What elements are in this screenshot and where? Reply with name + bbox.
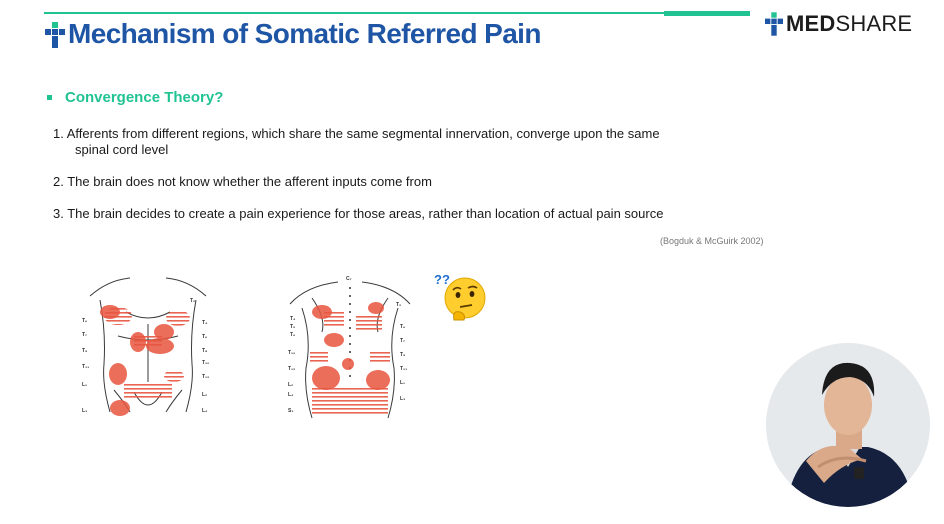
derm-label: L₄	[202, 408, 208, 414]
derm-label: L₂	[288, 382, 294, 388]
logo-text	[786, 11, 912, 37]
list-item-text-continued: spinal cord level	[75, 142, 169, 157]
derm-label: T₈	[202, 348, 208, 354]
medshare-logo-icon	[765, 12, 783, 36]
section-bullet-icon	[47, 95, 52, 100]
section-heading: Convergence Theory?	[65, 89, 224, 106]
presenter-video	[766, 343, 930, 507]
header-divider-accent	[664, 11, 750, 16]
logo-text-bold: MED	[786, 11, 836, 36]
derm-label: T₂	[396, 302, 402, 308]
derm-label: T₁₀	[202, 360, 210, 366]
derm-label: C₇	[346, 276, 352, 282]
list-item	[53, 174, 432, 190]
thinking-face-icon	[434, 270, 488, 324]
front-body-pain-map	[78, 272, 218, 422]
presenter-avatar	[766, 343, 930, 507]
header-divider-line	[44, 12, 750, 14]
derm-label: T₁₂	[288, 366, 296, 372]
derm-label: T₁₁	[82, 364, 90, 370]
derm-label: T₉	[82, 348, 88, 354]
derm-label: T₆	[400, 324, 406, 330]
derm-label: L₄	[288, 392, 294, 398]
derm-label: L₂	[202, 392, 208, 398]
list-item-number: 3.	[53, 206, 64, 221]
derm-label: S₁	[288, 408, 294, 414]
derm-label: T₆	[202, 334, 208, 340]
derm-label: T₁₁	[400, 366, 408, 372]
list-item	[53, 126, 660, 158]
list-item-text: The brain decides to create a pain experience for those areas, rather than location of actual pain source	[67, 206, 664, 221]
derm-label: T₄	[202, 320, 208, 326]
derm-label: T₁₀	[288, 350, 296, 356]
derm-label: T₁₂	[202, 374, 210, 380]
list-item-number: 1.	[53, 126, 64, 141]
medshare-cross-icon	[45, 22, 65, 48]
medshare-logo	[765, 10, 912, 38]
derm-label: T₇	[82, 332, 88, 338]
derm-label: T₆	[82, 318, 88, 324]
derm-label: L₃	[82, 408, 88, 414]
derm-label: T₆	[290, 332, 296, 338]
derm-label: L₁	[400, 380, 406, 386]
logo-text-regular: SHARE	[835, 11, 913, 36]
list-item-number: 2.	[53, 174, 64, 189]
derm-label: L₃	[400, 396, 406, 402]
derm-label: T₂	[190, 298, 196, 304]
list-item-text: The brain does not know whether the afferent inputs come from	[67, 174, 432, 189]
list-item-text: Afferents from different regions, which share the same segmental innervation, converge upon the same	[66, 126, 660, 141]
citation: (Bogduk & McGuirk 2002)	[660, 236, 764, 246]
derm-label: T₉	[400, 352, 406, 358]
list-item	[53, 206, 663, 222]
derm-label: T₅	[290, 324, 296, 330]
derm-label: L₁	[82, 382, 88, 388]
back-body-pain-map	[282, 268, 418, 422]
derm-label: T₇	[400, 338, 406, 344]
derm-label: T₄	[290, 316, 296, 322]
question-marks: ??	[434, 272, 450, 287]
slide-title: Mechanism of Somatic Referred Pain	[68, 18, 541, 49]
